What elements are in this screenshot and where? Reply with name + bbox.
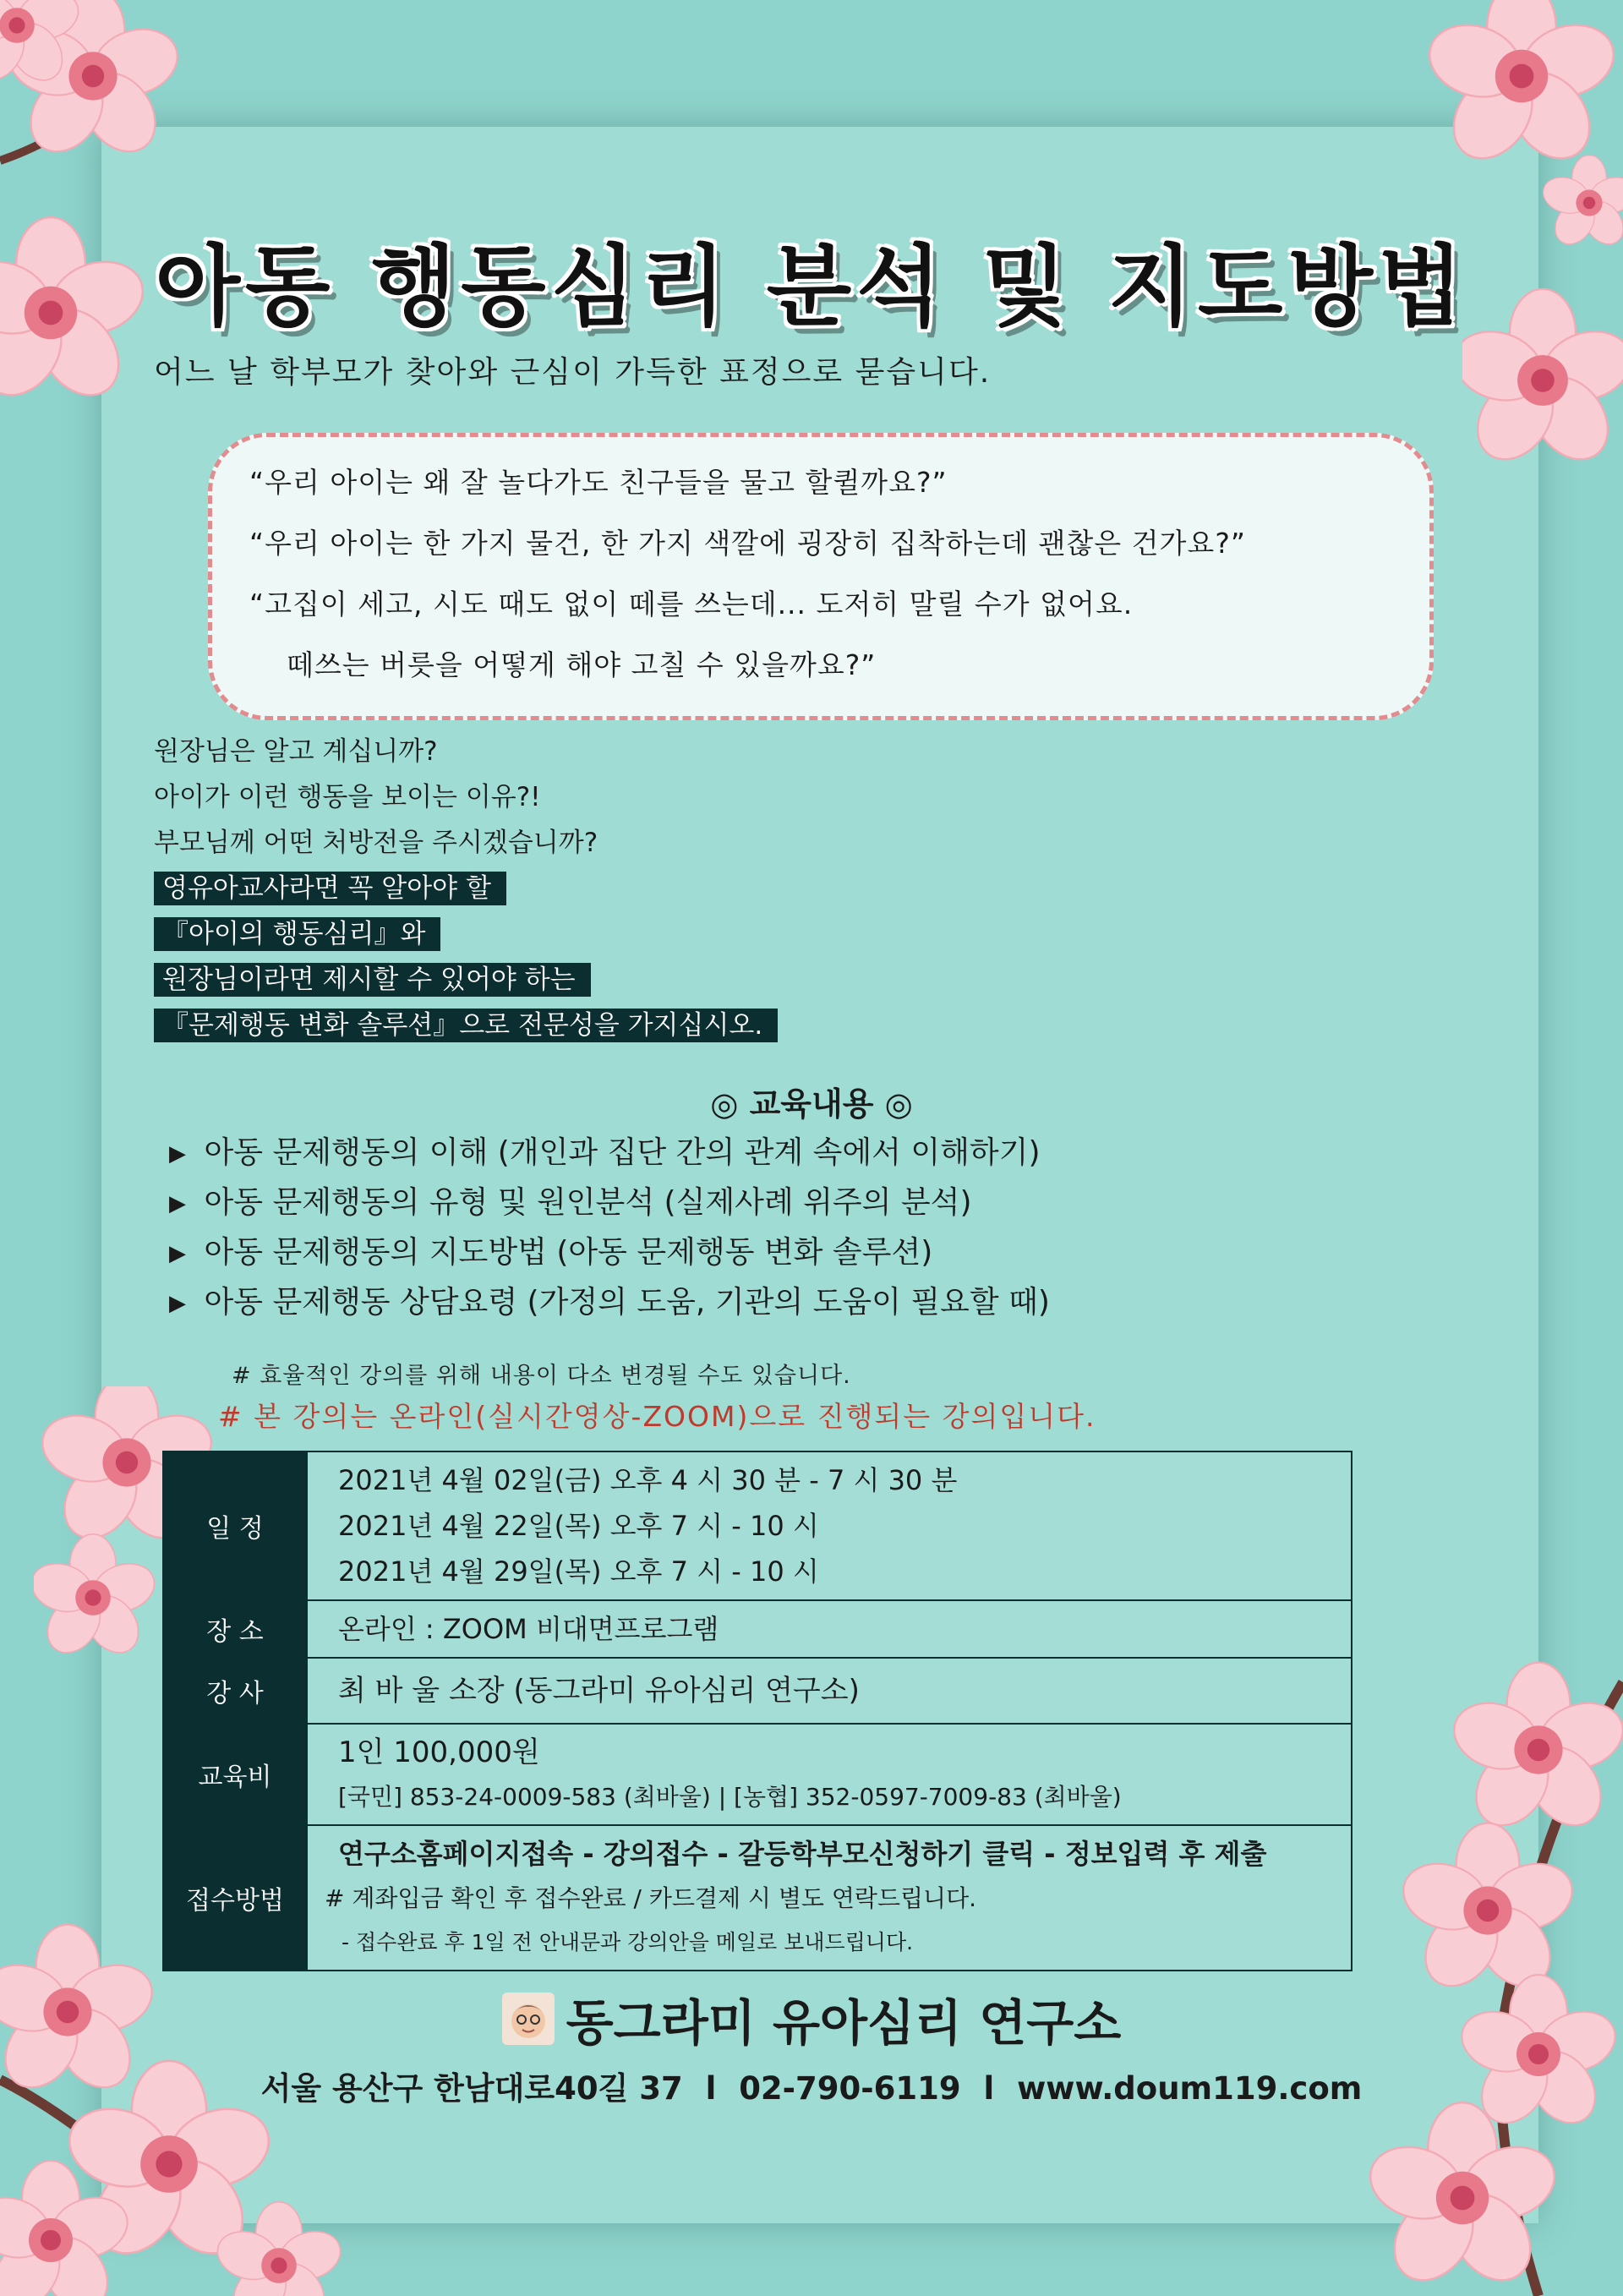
lecturer-label: 강 사 (163, 1658, 307, 1724)
fee-value: 1인 100,000원 [국민] 853-24-0009-583 (최바울) | [농협] 352-0597-7009-83 (최바울) (307, 1724, 1352, 1825)
researcher-face-icon (502, 1993, 555, 2045)
highlight-line: 『아이의 행동심리』와 (154, 917, 440, 951)
question-line: 부모님께 어떤 처방전을 주시겠습니까? (154, 828, 598, 858)
change-notice: # 효율적인 강의를 위해 내용이 다소 변경될 수도 있습니다. (232, 1363, 851, 1389)
triangle-bullet-icon: ▶ (169, 1141, 186, 1167)
address: 서울 용산구 한남대로40길 37 (260, 2070, 683, 2107)
quote-line: “고집이 세고, 시도 때도 없이 떼를 쓰는데... 도저히 말릴 수가 없어요. (249, 588, 1134, 620)
online-notice: # 본 강의는 온라인(실시간영상-ZOOM)으로 진행되는 강의입니다. (218, 1400, 1096, 1433)
table-row (163, 1658, 1352, 1724)
table-row (163, 1451, 1352, 1600)
triangle-bullet-icon: ▶ (169, 1191, 186, 1216)
fee-label: 교육비 (163, 1724, 307, 1825)
education-heading: ◎ 교육내용 ◎ (710, 1085, 913, 1123)
cherry-blossom-icon (1336, 1657, 1623, 2296)
lecturer-value: 최 바 울 소장 (동그라미 유아심리 연구소) (307, 1658, 1352, 1724)
organization-name: 동그라미 유아심리 연구소 (0, 1983, 1623, 2054)
apply-label: 접수방법 (163, 1825, 307, 1971)
triangle-bullet-icon: ▶ (169, 1291, 186, 1316)
page-title: 아동 행동심리 분석 및 지도방법 (155, 235, 1468, 338)
question-block (154, 729, 778, 1048)
apply-value: 연구소홈페이지접속 - 강의접수 - 갈등학부모신청하기 클릭 - 정보입력 후 제출 # 계좌입금 확인 후 접수완료 / 카드결제 시 별도 연락드립니다. - 접수완료 후 1일 전 안내문과 강의안을 메일로 보내드립니다. (307, 1825, 1352, 1971)
phone: 02-790-6119 (739, 2070, 961, 2107)
place-value: 온라인 : ZOOM 비대면프로그램 (307, 1600, 1352, 1658)
table-row (163, 1825, 1352, 1971)
question-line: 원장님은 알고 계십니까? (154, 736, 438, 767)
table-row (163, 1600, 1352, 1658)
quote-line: 떼쓰는 버릇을 어떻게 해야 고칠 수 있을까요?” (287, 648, 877, 681)
intro-text: 어느 날 학부모가 찾아와 근심이 가득한 표정으로 묻습니다. (154, 355, 992, 390)
table-row (163, 1724, 1352, 1825)
separator: l (705, 2070, 717, 2107)
schedule-label: 일 정 (163, 1451, 307, 1600)
separator: l (983, 2070, 995, 2107)
list-item: ▶ 아동 문제행동의 유형 및 원인분석 (실제사례 위주의 분석) (169, 1178, 1050, 1228)
quote-line: “우리 아이는 한 가지 물건, 한 가지 색깔에 굉장히 집착하는데 괜찮은 건가요?” (249, 527, 1246, 560)
cherry-blossom-icon (0, 0, 220, 220)
address-line (0, 2063, 1623, 2108)
question-line: 아이가 이런 행동을 보이는 이유?! (154, 782, 541, 812)
website-link[interactable]: www.doum119.com (1017, 2070, 1363, 2107)
list-item: ▶ 아동 문제행동 상담요령 (가정의 도움, 기관의 도움이 필요할 때) (169, 1278, 1050, 1328)
quote-line: “우리 아이는 왜 잘 놀다가도 친구들을 물고 할퀼까요?” (249, 466, 948, 499)
triangle-bullet-icon: ▶ (169, 1241, 186, 1266)
quote-box (208, 433, 1434, 720)
info-table (162, 1451, 1352, 1971)
list-item: ▶ 아동 문제행동의 지도방법 (아동 문제행동 변화 솔루션) (169, 1228, 1050, 1278)
highlight-line: 『문제행동 변화 솔루션』으로 전문성을 가지십시오. (154, 1009, 778, 1042)
place-label: 장 소 (163, 1600, 307, 1658)
schedule-value: 2021년 4월 02일(금) 오후 4 시 30 분 - 7 시 30 분 2021년 4월 22일(목) 오후 7 시 - 10 시 2021년 4월 29일(목) 오후 7 시 - 10 시 (307, 1451, 1352, 1600)
list-item: ▶ 아동 문제행동의 이해 (개인과 집단 간의 관계 속에서 이해하기) (169, 1129, 1050, 1178)
education-list (169, 1129, 1050, 1328)
highlight-line: 영유아교사라면 꼭 알아야 할 (154, 872, 506, 905)
highlight-line: 원장님이라면 제시할 수 있어야 하는 (154, 963, 591, 997)
